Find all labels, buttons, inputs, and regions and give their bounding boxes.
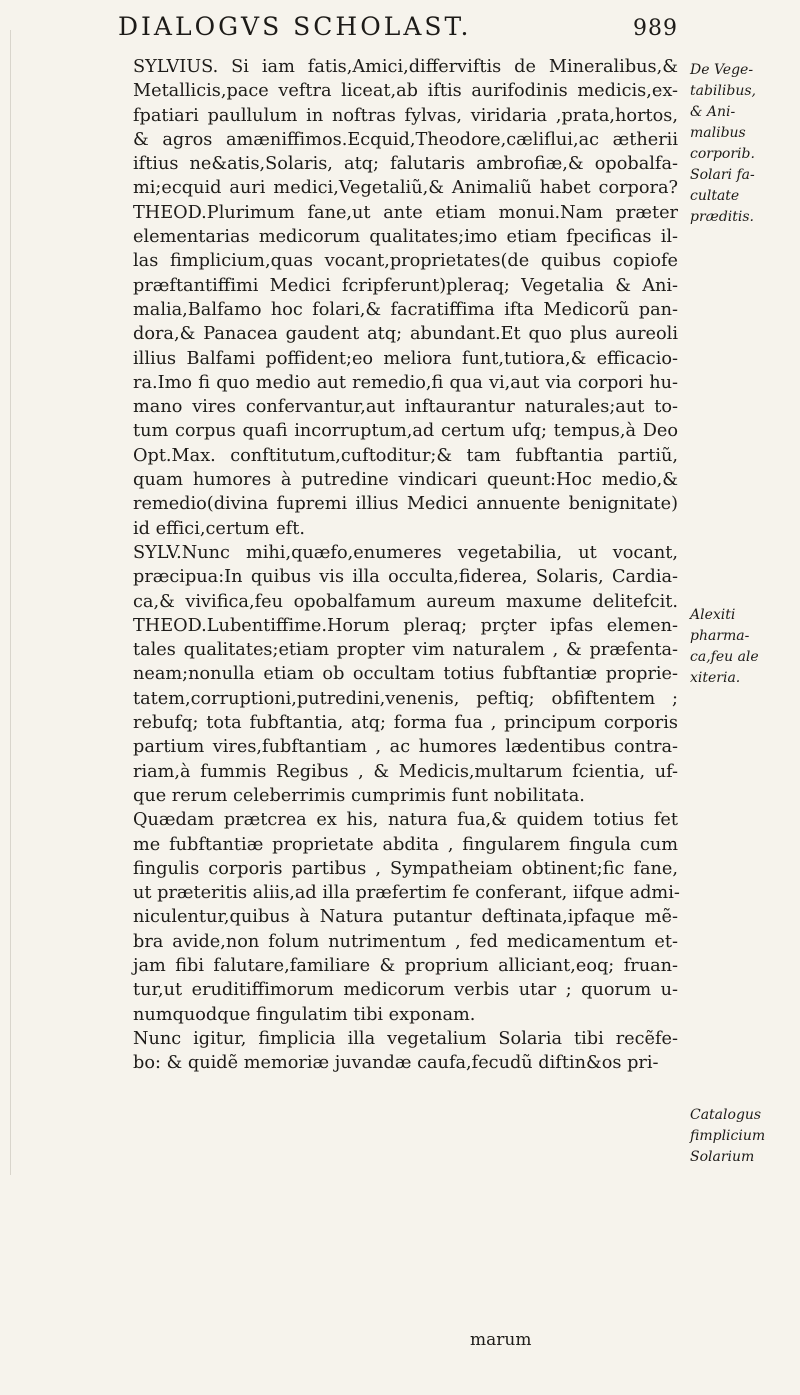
text-line: remedio(divina fupremi illius Medici annuente benignitate) — [133, 494, 678, 515]
text-line: tatem,corruptioni,putredini,venenis, peftiq; obfiftentem ; — [133, 688, 678, 709]
text-line: Nunc igitur, fimplicia illa vegetalium Solaria tibi recẽfe- — [133, 1028, 678, 1049]
text-line: SYLV.Nunc mihi,quæfo,enumeres vegetabilia, ut vocant, — [133, 542, 678, 563]
margin-note-line: cultate — [690, 188, 740, 204]
text-line: neam;nonulla etiam ob occultam totius fubftantiæ proprie- — [133, 664, 678, 685]
text-line: riam,à fummis Regibus , & Medicis,multarum fcientia, uf- — [133, 761, 678, 782]
text-line: præftantiffimi Medici fcripferunt)pleraq; Vegetalia & Ani- — [133, 275, 678, 296]
text-line: Opt.Max. conftitutum,cuftoditur;& tam fubftantia partiũ, — [133, 445, 678, 466]
text-line: me fubftantiæ proprietate abdita , fingularem fingula cum — [133, 834, 678, 855]
text-line: rebufq; tota fubftantia, atq; forma fua , principum corporis — [133, 713, 678, 734]
text-line: fingulis corporis partibus , Sympatheiam obtinent;fic fane, — [133, 858, 678, 879]
page-number: 989 — [633, 16, 678, 41]
text-line: numquodque fingulatim tibi exponam. — [133, 1004, 476, 1025]
text-line: mi;ecquid auri medici,Vegetaliũ,& Animaliũ habet corpora? — [133, 178, 678, 199]
margin-note-line: tabilibus, — [690, 83, 756, 99]
text-line: jam fibi falutare,familiare & proprium alliciant,eoq; fruan- — [133, 955, 678, 976]
text-line: bo: & quidẽ memoriæ juvandæ caufa,fecudũ diftin&os pri- — [133, 1053, 659, 1074]
text-line: las fimplicium,quas vocant,proprietates(de quibus copiofe — [133, 251, 678, 272]
text-line: tum corpus quafi incorruptum,ad certum ufq; tempus,à Deo — [133, 421, 678, 442]
text-line: mano vires confervantur,aut inftaurantur naturales;aut to- — [133, 397, 678, 418]
text-line: quam humores à putredine vindicari queunt:Hoc medio,& — [133, 470, 678, 491]
running-title: DIALOGVS SCHOLAST. — [118, 12, 472, 41]
text-line: partium vires,fubftantiam , ac humores lædentibus contra- — [133, 737, 678, 758]
text-line: malia,Balfamo hoc folari,& facratiffima ifta Medicorũ pan- — [133, 299, 678, 320]
left-edge-line — [10, 30, 11, 1175]
margin-note-line: fimplicium — [690, 1128, 766, 1144]
text-line: THEOD.Plurimum fane,ut ante etiam monui.Nam præter — [133, 202, 678, 223]
text-line: id effici,certum eft. — [133, 518, 305, 539]
margin-note — [690, 605, 795, 689]
margin-note-line: malibus — [690, 125, 746, 141]
margin-note — [690, 1105, 795, 1168]
text-line: que rerum celeberrimis cumprimis funt nobilitata. — [133, 785, 585, 806]
text-line: tales qualitates;etiam propter vim naturalem , & præfenta- — [133, 640, 678, 661]
margin-note — [690, 60, 795, 228]
text-line: Quædam prætcrea ex his, natura fua,& quidem totius fet — [133, 810, 678, 831]
margin-note-line: pharma- — [690, 628, 750, 644]
text-line: dora,& Panacea gaudent atq; abundant.Et quo plus aureoli — [133, 324, 678, 345]
margin-note-line: præditis. — [690, 209, 754, 225]
text-line: elementarias medicorum qualitates;imo etiam fpecificas il- — [133, 227, 678, 248]
text-line: Metallicis,pace veftra liceat,ab iftis aurifodinis medicis,ex- — [133, 81, 678, 102]
text-line: tur,ut eruditiffimorum medicorum verbis utar ; quorum u- — [133, 980, 678, 1001]
text-line: præcipua:In quibus vis illa occulta,fiderea, Solaris, Cardia- — [133, 567, 678, 588]
margin-note-line: De Vege- — [690, 62, 754, 78]
margin-note-line: Solarium — [690, 1149, 755, 1165]
margin-note-line: Alexiti — [690, 607, 736, 623]
text-line: illius Balfami poffident;eo meliora funt,tutiora,& efficacio- — [133, 348, 678, 369]
margin-note-line: ca,feu ale — [690, 649, 759, 665]
margin-note-line: xiteria. — [690, 670, 741, 686]
catchword: marum — [470, 1330, 532, 1350]
text-line: SYLVIUS. Si iam fatis,Amici,differviftis de Mineralibus,& — [133, 57, 678, 77]
margin-note-line: Solari fa- — [690, 167, 755, 183]
text-line: ca,& vivifica,feu opobalfamum aureum maxume delitefcit. — [133, 591, 678, 612]
margin-note-line: Catalogus — [690, 1107, 762, 1123]
text-line: THEOD.Lubentiffime.Horum pleraq; prçter ipfas elemen- — [133, 615, 678, 636]
text-line: fpatiari paullulum in noftras fylvas, viridaria ,prata,hortos, — [133, 105, 678, 126]
text-line: ra.Imo fi quo medio aut remedio,fi qua vi,aut via corpori hu- — [133, 372, 678, 393]
text-line: iftius ne&atis,Solaris, atq; falutaris ambrofiæ,& opobalfa- — [133, 154, 678, 175]
text-line: ut præteritis aliis,ad illa præfertim fe conferant, iifque admi- — [133, 883, 680, 904]
text-line: niculentur,quibus à Natura putantur deftinata,ipfaque mẽ- — [133, 907, 678, 928]
margin-note-line: corporib. — [690, 146, 755, 162]
text-line: & agros amæniffimos.Ecquid,Theodore,cæliflui,ac ætherii — [133, 129, 678, 150]
text-line: bra avide,non folum nutrimentum , fed medicamentum et- — [133, 931, 678, 952]
running-header — [118, 12, 678, 41]
main-text — [133, 55, 678, 1075]
margin-note-line: & Ani- — [690, 104, 736, 120]
